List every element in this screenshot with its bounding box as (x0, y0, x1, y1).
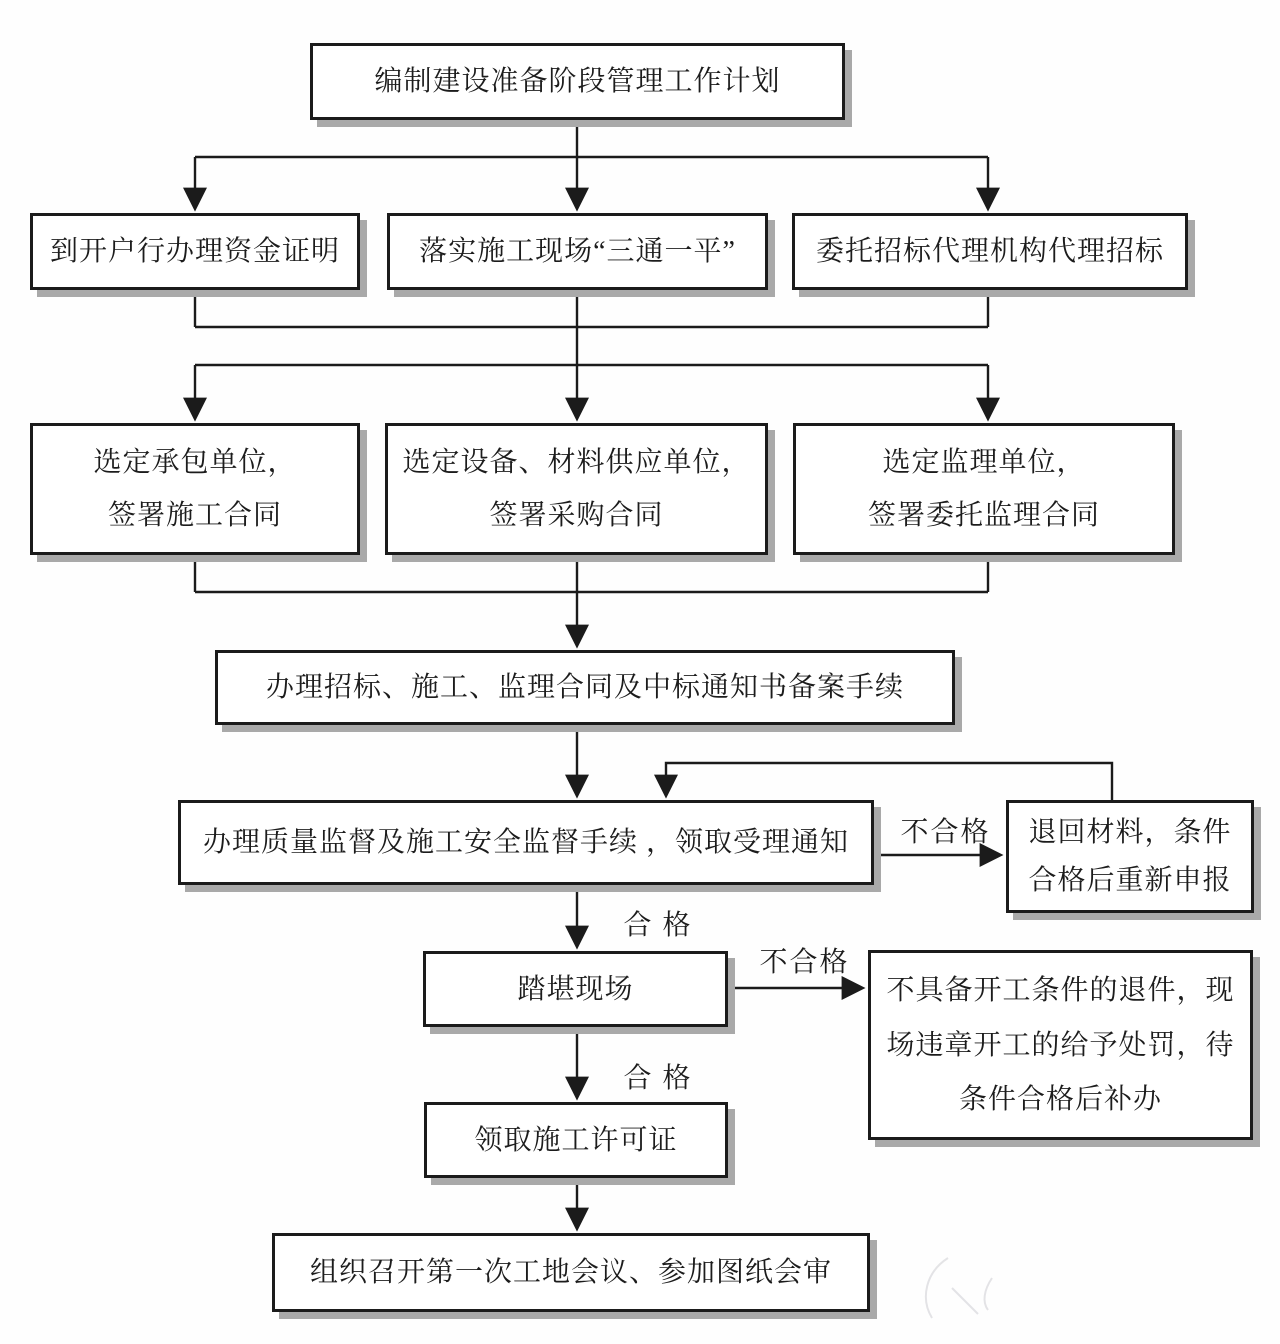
edge-label-unqualified-1: 不合格 (900, 817, 991, 848)
node-contractor-line2: 签署施工合同 (107, 500, 282, 532)
node-return-materials-line2: 合格后重新申报 (1028, 864, 1232, 896)
node-plan-label: 编制建设准备阶段管理工作计划 (374, 66, 781, 97)
node-reject-penalty-line1: 不具备开工条件的退件，现 (886, 974, 1235, 1006)
node-tender-agency-label: 委托招标代理机构代理招标 (815, 236, 1164, 267)
node-contractor-line1: 选定承包单位， (93, 446, 297, 478)
node-first-site-meeting-label: 组织召开第一次工地会议、参加图纸会审 (309, 1257, 832, 1288)
node-supplier-line2: 签署采购合同 (489, 500, 664, 532)
node-site-survey (423, 951, 728, 1027)
edge-return-feedback-loop (666, 763, 1112, 800)
node-plan (310, 43, 845, 120)
node-reject-penalty-line2: 场违章开工的给予处罚，待 (886, 1029, 1235, 1061)
edge-label-unqualified-2: 不合格 (759, 947, 850, 978)
node-record-filing (215, 650, 955, 725)
node-supplier-line1: 选定设备、材料供应单位， (402, 446, 751, 478)
node-first-site-meeting (272, 1233, 870, 1312)
node-quality-safety (178, 800, 874, 885)
node-supervision-unit-line1: 选定监理单位， (882, 446, 1086, 478)
node-construction-permit-label: 领取施工许可证 (474, 1124, 678, 1156)
node-reject-penalty-line3: 条件合格后补办 (958, 1084, 1162, 1116)
edge-label-qualified-2: 合 格 (623, 1063, 693, 1094)
node-fund-proof-label: 到开户行办理资金证明 (49, 236, 340, 267)
node-tender-agency (792, 213, 1188, 290)
node-supervision-unit-line2: 签署委托监理合同 (867, 500, 1100, 532)
node-return-materials (1006, 800, 1254, 913)
watermark (926, 1258, 992, 1318)
node-supplier (385, 423, 768, 555)
node-contractor (30, 423, 360, 555)
node-fund-proof (30, 213, 360, 290)
edge-label-qualified-1: 合 格 (623, 910, 693, 941)
node-supervision-unit (793, 423, 1175, 555)
node-site-survey-label: 踏堪现场 (517, 973, 634, 1005)
node-site-prep (387, 213, 768, 290)
node-return-materials-line1: 退回材料，条件 (1028, 817, 1232, 849)
node-record-filing-label: 办理招标、施工、监理合同及中标通知书备案手续 (265, 672, 904, 703)
node-quality-safety-label: 办理质量监督及施工安全监督手续 ，领取受理通知 (202, 827, 849, 858)
node-site-prep-label: 落实施工现场“三通一平” (419, 236, 736, 267)
node-construction-permit (424, 1102, 728, 1178)
node-reject-penalty (868, 950, 1253, 1140)
